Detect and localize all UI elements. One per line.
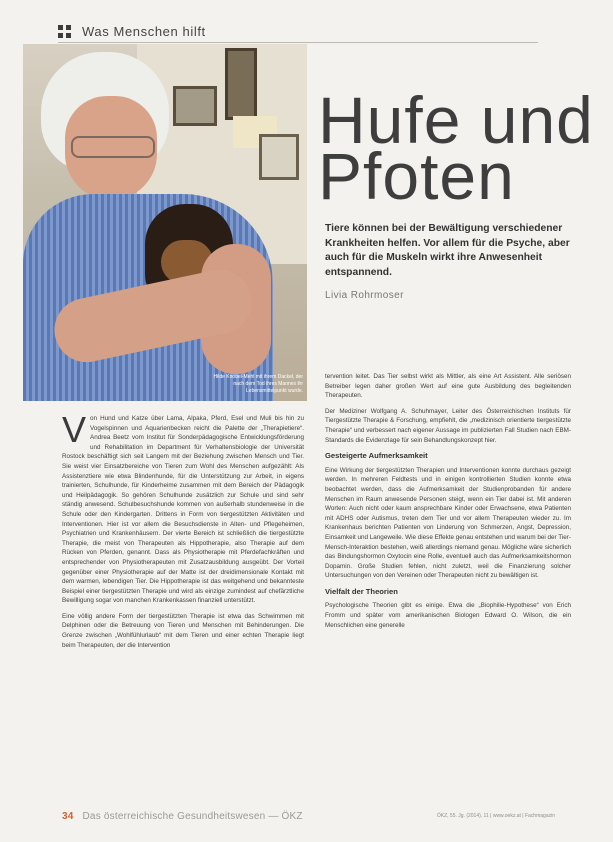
paragraph: tervention leitet. Das Tier selbst wirkt als Mittler, als eine Art Assistent. Alle seriösen Betreiber legen daher großen Wert auf eine gute Ausbildung des begleitenden Therapeuten. bbox=[325, 373, 571, 400]
article-lead: Tiere können bei der Bewältigung verschiedener Krankheiten helfen. Vor allem für die Psyche, aber auch für die Muskeln wirkt ihre Anwesenheit entspannend. bbox=[325, 223, 570, 278]
paragraph: Eine völlig andere Form der tiergestützten Therapie ist etwa das Schwimmen mit Delphinen oder die Betreuung von Tieren und Menschen mit Behinderungen. Die Grenze zwischen „Wohlfühlurlaub“ mit dem Tieren und einer echten Therapie liegt beim Therapeuten, der die Intervention bbox=[62, 612, 304, 649]
section-header bbox=[58, 24, 206, 39]
article-column-left bbox=[62, 409, 304, 656]
page-number: 34 bbox=[62, 811, 74, 822]
subheading: Vielfalt der Theorien bbox=[325, 586, 398, 596]
paragraph: Eine Wirkung der tiergestützten Therapien und Interventionen konnte durchaus gezeigt werden. In mehreren Feldtests und in einigen kontrollierten Studien konnte etwa beobachtet werden, dass die Aufmerksamkeit der Studienprobanden für andere Menschen im Raum anwesende Personen steigt, wenn ein Tier dabei ist. Mit anderen Worten: Auch nicht oder kaum ansprechbare Kinder oder Erwachsene, etwa Patienten mit ADHS oder Autismus, treten dem Tier und vor allem Therapeuten wieder zu. Im Krankenhaus berichten Patienten von Linderung von Schmerzen, Angst, Depression, Einsamkeit und Langeweile. Wie diese Effekte genau entstehen und warum bei der Tier-Mensch-Interaktion bestehen, weiß allerdings niemand genau. Mögliche wäre sicherlich das Bindungshormon Oxytocin eine Rolle, eventuell auch das Aufmerksamkeitshormon Dopamin. Große Studien fehlen, nicht zuletzt, weil die Finanzierung solcher Untersuchungen von den Vereinen oder Therapeuten nicht zu bewältigen ist. bbox=[325, 466, 571, 580]
publication-name: Das österreichische Gesundheitswesen — ÖKZ bbox=[82, 811, 303, 822]
footer-info: ÖKZ, 55. Jg. (2014), 11 | www.oekz.at | Fachmagazin bbox=[436, 813, 555, 819]
paragraph: Psychologische Theorien gibt es einige. Etwa die „Biophilie-Hypothese“ von Erich Fromm und später vom amerikanischen Biologen Edward O. Wilson, die ein Menschlichen eine generelle bbox=[325, 602, 571, 629]
article-column-right bbox=[325, 372, 571, 636]
section-divider bbox=[58, 42, 538, 43]
article-title-line2: Pfoten bbox=[318, 139, 515, 213]
paragraph-text: on Hund und Katze über Lama, Alpaka, Pferd, Esel und Muli bis hin zu Vogelspinnen und Aquarienbecken reicht die Palette der „Therapietiere“. Andrea Beetz vom Institut für Sonderpädagogische Entwicklungsförderung und Rehabilitation im Department für Verhaltensbiologie der Universität Rostock beschäftigt sich seit Langem mit der Beziehung zwischen Mensch und Tier. Sie weist vier Einsatzbereiche von Tieren zum Wohl des Menschen aufgezählt: Als Assistenztiere wie etwa Blindenhunde, für die Unterstützung zur Arbeit, in eigens trainierten, Schulhunde, für Kinderheime zusammen mit dem Bereich der Pädagogik und Heilpädagogik. So gehören Schulhunde zusätzlich zur Schule und sind sehr ständig anwesend. Schulbesuchshunde kommen von außerhalb stundenweise in die Schule oder den Kindergarten. Drittens in Form von tiergestützten Aktivitäten und Interventionen. Hier ist vor allem die Besuchsdienste in Alten- und Pflegeheimen, Psychiatrien und Krankenhäusern. Der vierte Bereich ist schließlich die tiergestützte Therapie, die meist von Therapeuten als Hippotherapie, also Therapie auf dem Rücken von Pferden, genannt. Dass als Physiotherapie mit Pferdefachkräften und entsprechender von Physiotherapeuten mit Zusatzausbildung ausgeübt. Der Vorteil gegenüber einer Physiotherapie auf der Matte ist der dreidimensionale Kontakt mit dem warmen, lebendigen Tier. Die Hippotherapie ist das weitgehend und bekannteste Beispiel einer tiergestützten Therapie und wird als einzige zumindest auf chefärztliche Bewilligung sogar von manchen Krankenkassen finanziell unterstützt. bbox=[62, 415, 304, 605]
photo-picture-frame bbox=[259, 134, 299, 180]
article-title-line1: Hufe und bbox=[318, 83, 594, 157]
photo-picture-frame bbox=[173, 86, 217, 126]
photo-glasses bbox=[71, 136, 155, 158]
drop-cap: V bbox=[62, 409, 87, 450]
page-footer bbox=[62, 811, 303, 822]
article-photo bbox=[23, 44, 307, 401]
photo-picture-frame bbox=[225, 48, 257, 120]
subheading: Gesteigerte Aufmerksamkeit bbox=[325, 451, 428, 461]
paragraph: Der Mediziner Wolfgang A. Schuhmayer, Leiter des Österreichischen Instituts für Tiergestützte Therapie & Forschung, empfiehlt, die „medizinisch orientierte tiergestützte Therapie“ und verbessert nach eigener Aussage im publizierten Fall Studien nach EBM-Standards die Evidenzlage für sein Behandlungskonzept hier. bbox=[325, 407, 571, 444]
paragraph bbox=[62, 409, 304, 606]
four-squares-icon bbox=[58, 25, 72, 39]
article-author: Livia Rohrmoser bbox=[325, 290, 404, 301]
section-title: Was Menschen hilft bbox=[82, 24, 206, 39]
photo-caption: Hilde Knöbel-Mehl mit ihrem Dackel, der nach dem Tod ihres Mannes ihr Lebensmittelpunkt wurde. bbox=[213, 374, 303, 394]
